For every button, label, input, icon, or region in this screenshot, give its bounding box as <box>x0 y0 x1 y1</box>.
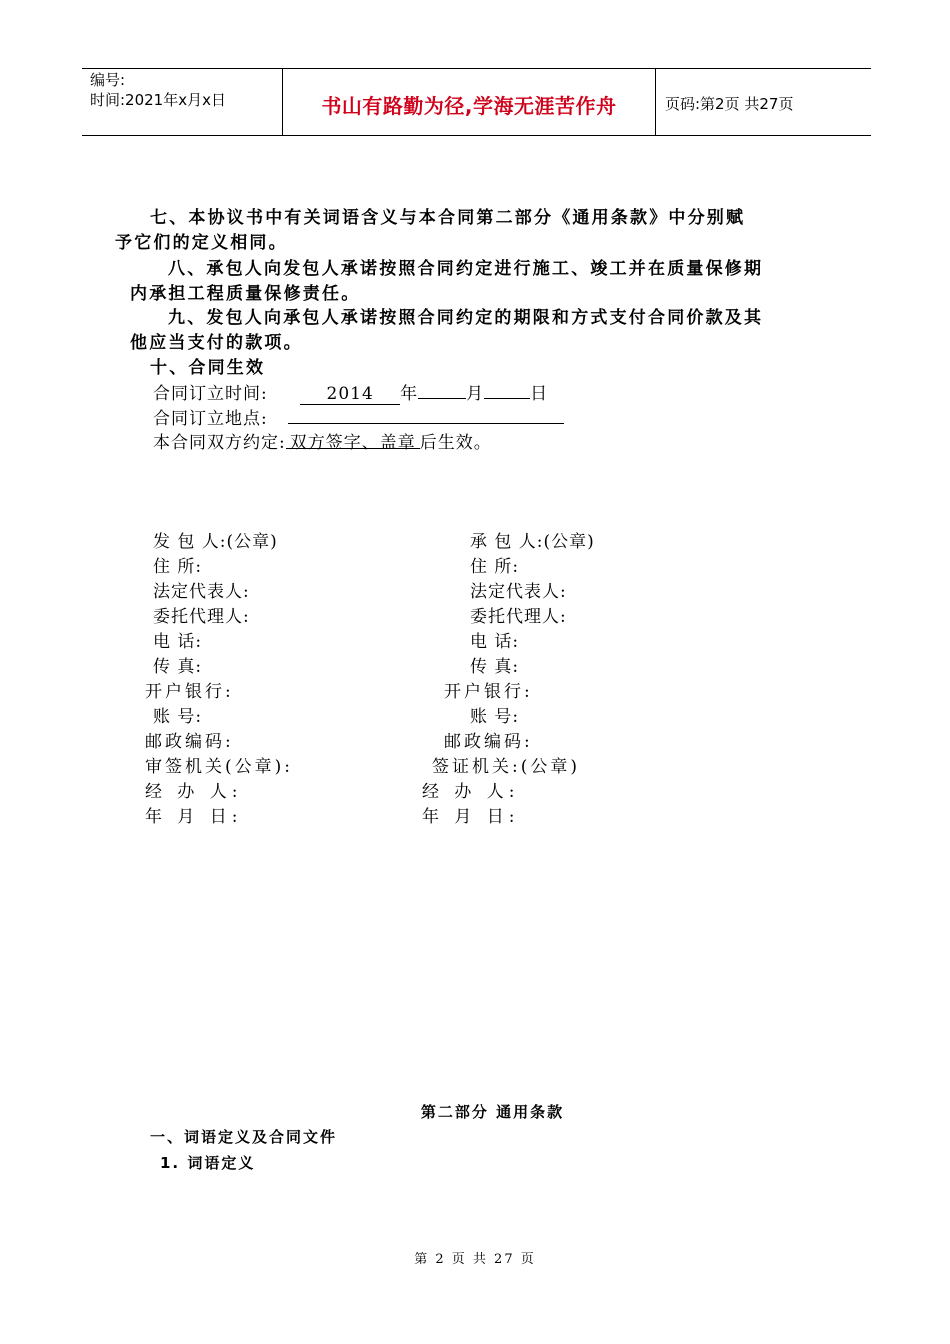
right-agent: 委托代理人: <box>470 607 567 627</box>
right-account: 账 号: <box>470 707 520 727</box>
contract-year-unit: 年 <box>400 384 419 404</box>
clause-8-line-1: 八、承包人向发包人承诺按照合同约定进行施工、竣工并在质量保修期 <box>168 259 764 279</box>
left-address: 住 所: <box>153 557 203 577</box>
clause-7-line-1: 七、本协议书中有关词语含义与本合同第二部分《通用条款》中分别赋 <box>150 208 746 228</box>
header-time-label: 时间:2021年x月x日 <box>90 91 226 109</box>
left-account: 账 号: <box>153 707 203 727</box>
header-bottom-rule <box>82 135 871 136</box>
contract-agreement-suffix: 后生效。 <box>419 433 492 453</box>
left-handler: 经 办 人: <box>145 782 243 802</box>
left-agent: 委托代理人: <box>153 607 250 627</box>
part-two-section-1: 一、词语定义及合同文件 <box>150 1128 338 1146</box>
contract-agreement-row <box>153 428 492 453</box>
right-date: 年 月 日: <box>422 807 520 827</box>
part-two-item-1: 1. 词语定义 <box>160 1154 256 1172</box>
contract-month-unit: 月 <box>466 384 485 404</box>
header-number-label: 编号: <box>90 71 126 89</box>
contract-place-row <box>153 403 564 429</box>
clause-7-line-2: 予它们的定义相同。 <box>115 233 288 253</box>
header-motto: 书山有路勤为径,学海无涯苦作舟 <box>321 94 617 118</box>
contract-month-blank <box>418 378 466 399</box>
left-fax: 传 真: <box>153 657 203 677</box>
contract-place-label: 合同订立地点: <box>153 409 268 429</box>
right-phone: 电 话: <box>470 632 520 652</box>
left-legal-rep: 法定代表人: <box>153 582 250 602</box>
footer-page-number: 第 2 页 共 27 页 <box>414 1252 536 1267</box>
contract-year-value: 2014 <box>300 384 400 405</box>
contract-day-unit: 日 <box>530 384 549 404</box>
left-postcode: 邮政编码: <box>145 732 234 752</box>
right-address: 住 所: <box>470 557 520 577</box>
clause-9-line-1: 九、发包人向承包人承诺按照合同约定的期限和方式支付合同价款及其 <box>168 308 764 328</box>
right-fax: 传 真: <box>470 657 520 677</box>
right-certify-authority: 签证机关:(公章) <box>432 757 580 777</box>
right-postcode: 邮政编码: <box>444 732 533 752</box>
right-bank: 开户银行: <box>444 682 533 702</box>
clause-8-line-2: 内承担工程质量保修责任。 <box>130 284 361 304</box>
right-legal-rep: 法定代表人: <box>470 582 567 602</box>
clause-9-line-2: 他应当支付的款项。 <box>130 333 303 353</box>
clause-10-title: 十、合同生效 <box>150 358 266 378</box>
left-party: 发 包 人:(公章) <box>153 532 278 552</box>
contract-day-blank <box>484 378 530 399</box>
header-top-rule <box>82 68 871 69</box>
contract-agreement-value: 双方签字、盖章 <box>286 428 420 449</box>
part-two-title: 第二部分 通用条款 <box>420 1103 565 1121</box>
header-divider-right <box>655 68 656 136</box>
right-party: 承 包 人:(公章) <box>470 532 595 552</box>
left-phone: 电 话: <box>153 632 203 652</box>
left-bank: 开户银行: <box>145 682 234 702</box>
right-handler: 经 办 人: <box>422 782 520 802</box>
contract-place-blank <box>288 403 564 424</box>
left-review-authority: 审签机关(公章): <box>145 757 293 777</box>
contract-date-label: 合同订立时间: <box>153 384 268 404</box>
left-date: 年 月 日: <box>145 807 243 827</box>
header-page-info: 页码:第2页 共27页 <box>665 95 794 113</box>
contract-agreement-label: 本合同双方约定: <box>153 433 286 453</box>
contract-date-row <box>153 378 548 405</box>
